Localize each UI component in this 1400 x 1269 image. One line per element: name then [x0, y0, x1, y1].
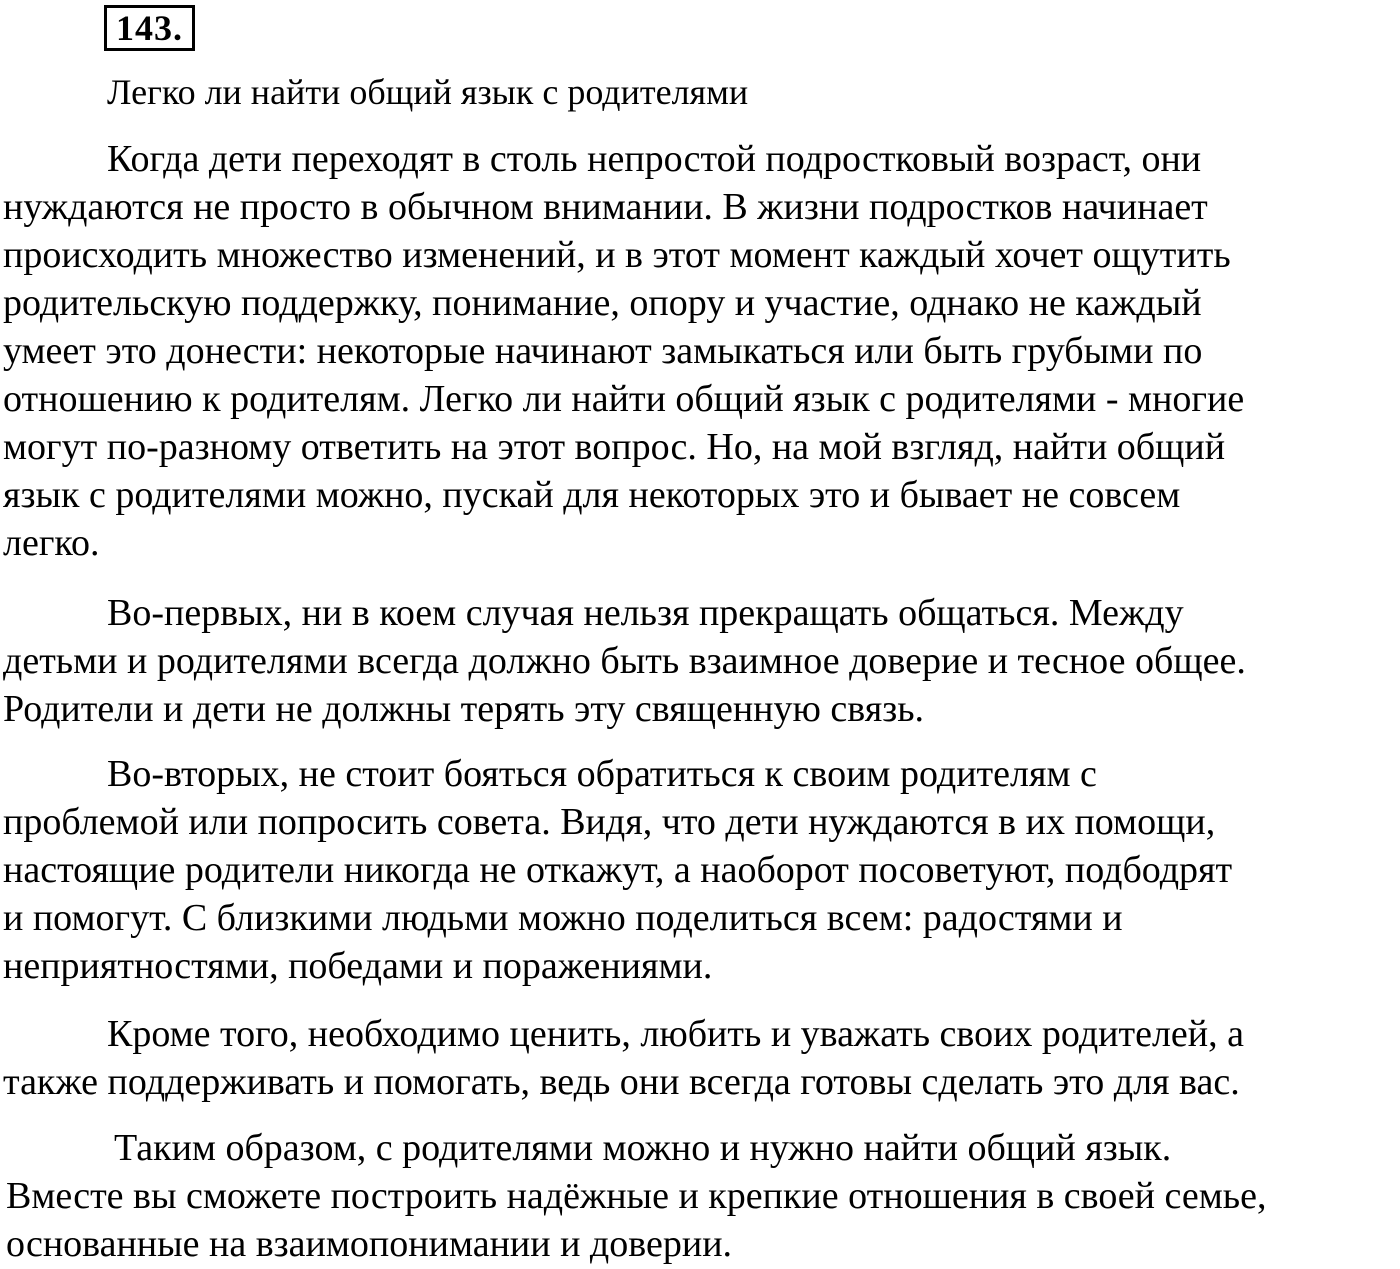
paragraph-second-point [3, 750, 1232, 990]
paragraph-conclusion [6, 1124, 1266, 1268]
text-line: Родители и дети не должны терять эту священную связь. [3, 688, 925, 730]
text-line: Во-вторых, не стоит бояться обратиться к своим родителям с [107, 753, 1097, 795]
text-line: Во-первых, ни в коем случая нельзя прекращать общаться. Между [107, 592, 1184, 634]
text-line: детьми и родителями всегда должно быть взаимное доверие и тесное общее. [3, 640, 1246, 682]
text-line: Таким образом, с родителями можно и нужно найти общий язык. [114, 1127, 1172, 1169]
text-line: умеет это донести: некоторые начинают замыкаться или быть грубыми по [3, 330, 1203, 372]
text-line: Когда дети переходят в столь непростой подростковый возраст, они [107, 138, 1202, 180]
text-line: происходить множество изменений, и в этот момент каждый хочет ощутить [3, 234, 1231, 276]
paragraph-intro [3, 135, 1244, 567]
task-number-box: 143. [104, 5, 195, 51]
essay-title: Легко ли найти общий язык с родителями [107, 72, 749, 112]
text-line: отношению к родителям. Легко ли найти общий язык с родителями - многие [3, 378, 1245, 420]
text-line: основанные на взаимопонимании и доверии. [6, 1223, 733, 1265]
text-line: проблемой или попросить совета. Видя, что дети нуждаются в их помощи, [3, 801, 1216, 843]
text-line: могут по-разному ответить на этот вопрос. Но, на мой взгляд, найти общий [3, 426, 1226, 468]
text-line: неприятностями, победами и поражениями. [3, 945, 713, 987]
text-line: настоящие родители никогда не откажут, а наоборот посоветуют, подбодрят [3, 849, 1233, 891]
text-line: Кроме того, необходимо ценить, любить и уважать своих родителей, а [107, 1013, 1244, 1055]
text-line: родительскую поддержку, понимание, опору и участие, однако не каждый [3, 282, 1202, 324]
text-line: легко. [3, 522, 100, 564]
text-line: язык с родителями можно, пускай для некоторых это и бывает не совсем [3, 474, 1181, 516]
text-line: Вместе вы сможете построить надёжные и крепкие отношения в своей семье, [6, 1175, 1267, 1217]
text-line: и помогут. С близкими людьми можно поделиться всем: радостями и [3, 897, 1123, 939]
text-line: нуждаются не просто в обычном внимании. В жизни подростков начинает [3, 186, 1208, 228]
paragraph-first-point [3, 589, 1246, 733]
paragraph-third-point [3, 1010, 1244, 1106]
text-line: также поддерживать и помогать, ведь они всегда готовы сделать это для вас. [3, 1061, 1240, 1103]
